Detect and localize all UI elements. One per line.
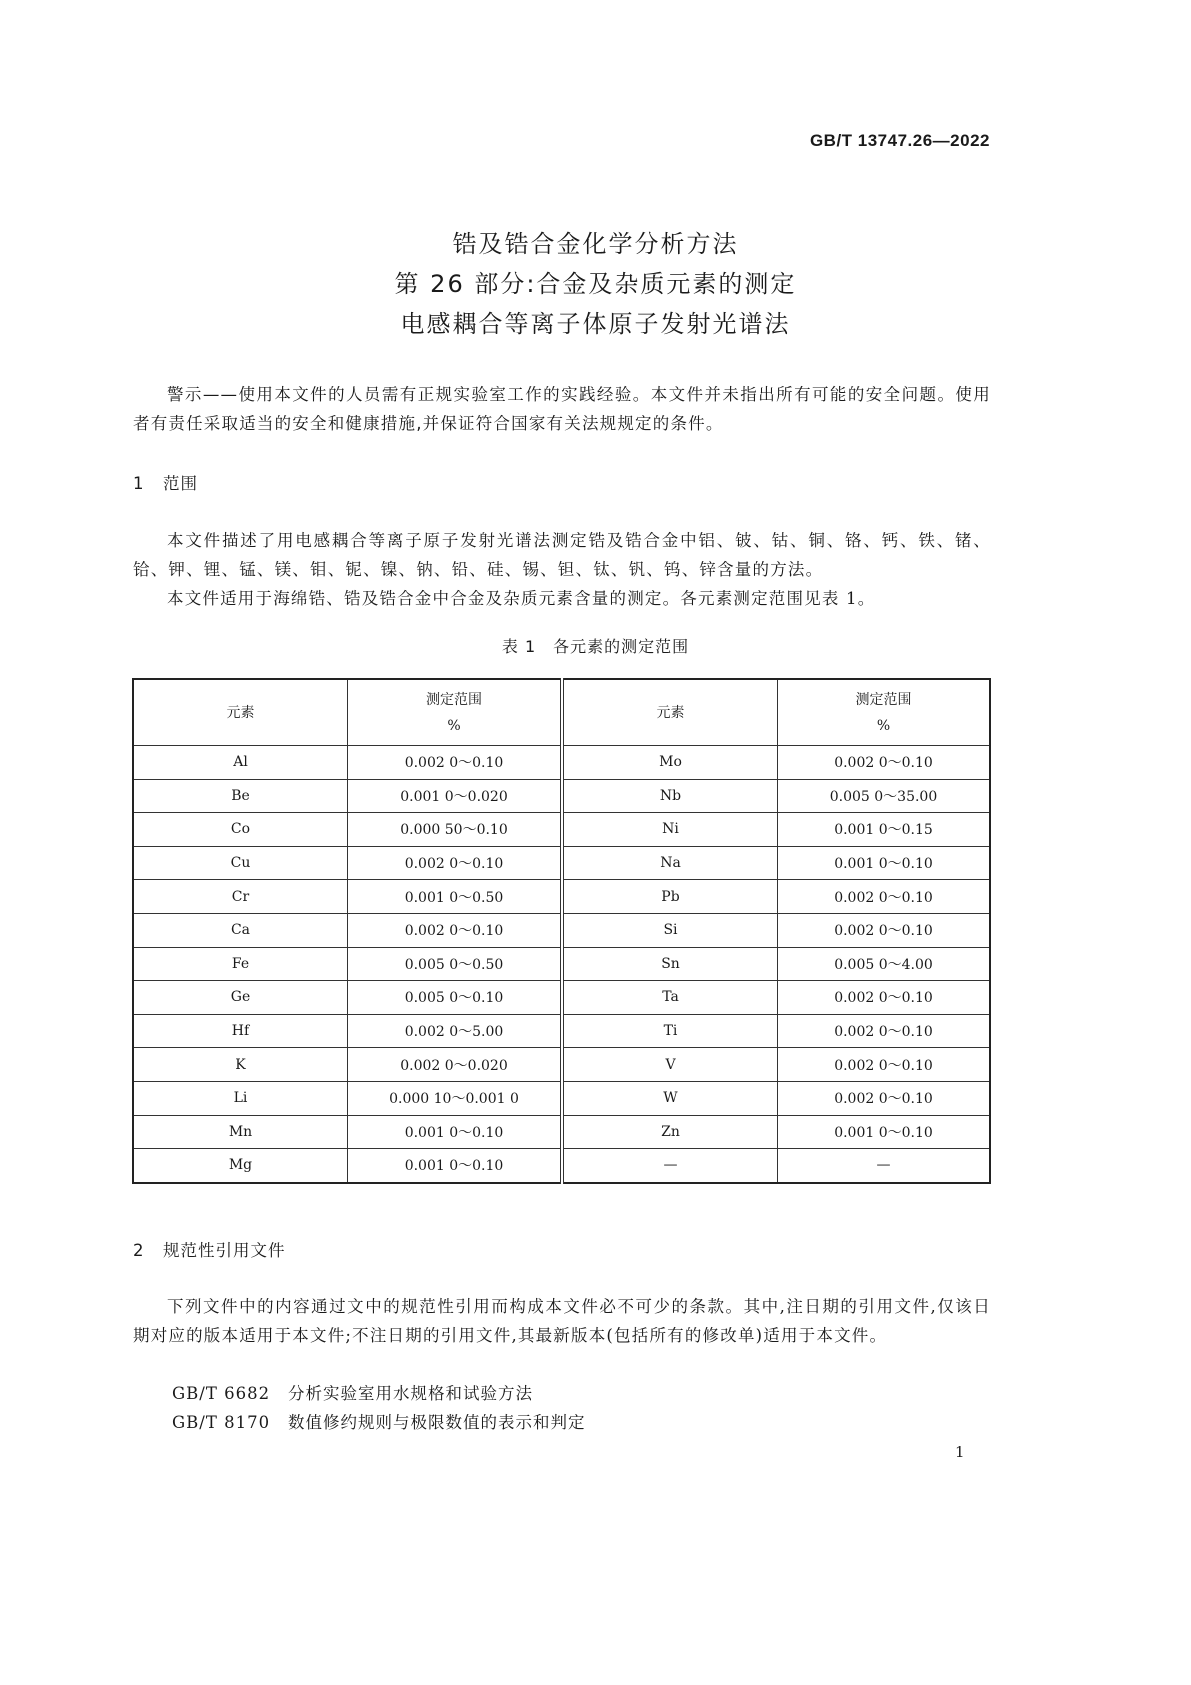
range-cell: 0.002 0～0.10 (778, 880, 991, 914)
header-range: 测定范围 % (348, 679, 563, 746)
reference-title: 分析实验室用水规格和试验方法 (288, 1384, 533, 1403)
reference-item (172, 1380, 533, 1404)
title-line: 第 26 部分:合金及杂质元素的测定 (394, 270, 797, 298)
element-cell: Ni (562, 813, 778, 847)
reference-code: GB/T 8170 (172, 1413, 271, 1432)
element-cell: Nb (562, 779, 778, 813)
element-cell: Ta (562, 981, 778, 1015)
element-cell: Al (133, 746, 348, 780)
table-row (133, 846, 990, 880)
section-heading-scope (133, 470, 198, 494)
range-cell: 0.002 0～0.10 (778, 1048, 991, 1082)
header-element: 元素 (562, 679, 778, 746)
range-cell: 0.002 0～0.10 (778, 1014, 991, 1048)
range-cell: 0.002 0～0.10 (778, 746, 991, 780)
section-title: 范围 (163, 474, 198, 493)
element-cell: Li (133, 1081, 348, 1115)
table-row (133, 1048, 990, 1082)
range-cell: 0.001 0～0.020 (348, 779, 563, 813)
range-cell: 0.002 0～5.00 (348, 1014, 563, 1048)
range-cell: 0.001 0～0.15 (778, 813, 991, 847)
table-row (133, 1014, 990, 1048)
range-cell: 0.002 0～0.10 (778, 913, 991, 947)
reference-code: GB/T 6682 (172, 1384, 271, 1403)
section-heading-references (133, 1237, 286, 1261)
element-cell: Cu (133, 846, 348, 880)
reference-title: 数值修约规则与极限数值的表示和判定 (288, 1413, 586, 1432)
element-cell: Sn (562, 947, 778, 981)
element-cell: Co (133, 813, 348, 847)
title-line: 电感耦合等离子体原子发射光谱法 (400, 310, 791, 338)
section-number: 1 (133, 474, 145, 493)
element-cell: Ca (133, 913, 348, 947)
element-cell: Si (562, 913, 778, 947)
range-cell: 0.000 50～0.10 (348, 813, 563, 847)
element-cell: Mn (133, 1115, 348, 1149)
range-cell: 0.002 0～0.020 (348, 1048, 563, 1082)
element-cell: Zn (562, 1115, 778, 1149)
element-cell: Ti (562, 1014, 778, 1048)
table-row (133, 1149, 990, 1183)
element-cell: Mg (133, 1149, 348, 1183)
element-cell: Cr (133, 880, 348, 914)
table-row (133, 913, 990, 947)
element-cell: Be (133, 779, 348, 813)
element-cell: Fe (133, 947, 348, 981)
element-range-table (132, 678, 991, 1184)
standard-number: GB/T 13747.26—2022 (809, 131, 990, 150)
table-row (133, 981, 990, 1015)
range-cell: 0.002 0～0.10 (778, 1081, 991, 1115)
range-cell: 0.005 0～0.50 (348, 947, 563, 981)
section-title: 规范性引用文件 (163, 1241, 286, 1260)
references-paragraph: 下列文件中的内容通过文中的规范性引用而构成本文件必不可少的条款。其中,注日期的引用文件,仅该日期对应的版本适用于本文件;不注日期的引用文件,其最新版本(包括所有的修改单)适用于本文件。 (133, 1297, 991, 1345)
header-range: 测定范围 % (778, 679, 991, 746)
table-row (133, 947, 990, 981)
table-caption: 表 1 各元素的测定范围 (501, 637, 690, 656)
range-cell: 0.000 10～0.001 0 (348, 1081, 563, 1115)
section-number: 2 (133, 1241, 145, 1260)
element-cell: W (562, 1081, 778, 1115)
element-cell: Pb (562, 880, 778, 914)
range-cell: 0.001 0～0.10 (778, 1115, 991, 1149)
scope-paragraph: 本文件适用于海绵锆、锆及锆合金中合金及杂质元素含量的测定。各元素测定范围见表 1。 (167, 589, 876, 608)
element-cell: Ge (133, 981, 348, 1015)
element-cell: — (562, 1149, 778, 1183)
table-row (133, 1115, 990, 1149)
table-row (133, 1081, 990, 1115)
table-row (133, 746, 990, 780)
warning-paragraph: 警示——使用本文件的人员需有正规实验室工作的实践经验。本文件并未指出所有可能的安全问题。使用者有责任采取适当的安全和健康措施,并保证符合国家有关法规规定的条件。 (133, 385, 991, 433)
document-title (0, 224, 1191, 344)
element-cell: Na (562, 846, 778, 880)
page-number: 1 (955, 1443, 965, 1461)
reference-item (172, 1409, 586, 1433)
range-cell: 0.002 0～0.10 (348, 746, 563, 780)
element-cell: Hf (133, 1014, 348, 1048)
range-cell: 0.001 0～0.10 (348, 1149, 563, 1183)
element-cell: Mo (562, 746, 778, 780)
range-cell: 0.005 0～4.00 (778, 947, 991, 981)
range-cell: 0.005 0～0.10 (348, 981, 563, 1015)
range-cell: 0.001 0～0.10 (778, 846, 991, 880)
range-cell: 0.002 0～0.10 (778, 981, 991, 1015)
scope-paragraph: 本文件描述了用电感耦合等离子原子发射光谱法测定锆及锆合金中铝、铍、钴、铜、铬、钙、铁、锗、铪、钾、锂、锰、镁、钼、铌、镍、钠、铅、硅、锡、钽、钛、钒、钨、锌含量的方法。 (133, 531, 991, 579)
range-cell: 0.001 0～0.10 (348, 1115, 563, 1149)
element-cell: V (562, 1048, 778, 1082)
range-cell: 0.001 0～0.50 (348, 880, 563, 914)
table-row (133, 813, 990, 847)
range-cell: — (778, 1149, 991, 1183)
table-header-row (133, 679, 990, 746)
title-line: 锆及锆合金化学分析方法 (452, 230, 739, 258)
header-element: 元素 (133, 679, 348, 746)
table-row (133, 779, 990, 813)
range-cell: 0.002 0～0.10 (348, 913, 563, 947)
range-cell: 0.002 0～0.10 (348, 846, 563, 880)
range-cell: 0.005 0～35.00 (778, 779, 991, 813)
table-row (133, 880, 990, 914)
element-cell: K (133, 1048, 348, 1082)
